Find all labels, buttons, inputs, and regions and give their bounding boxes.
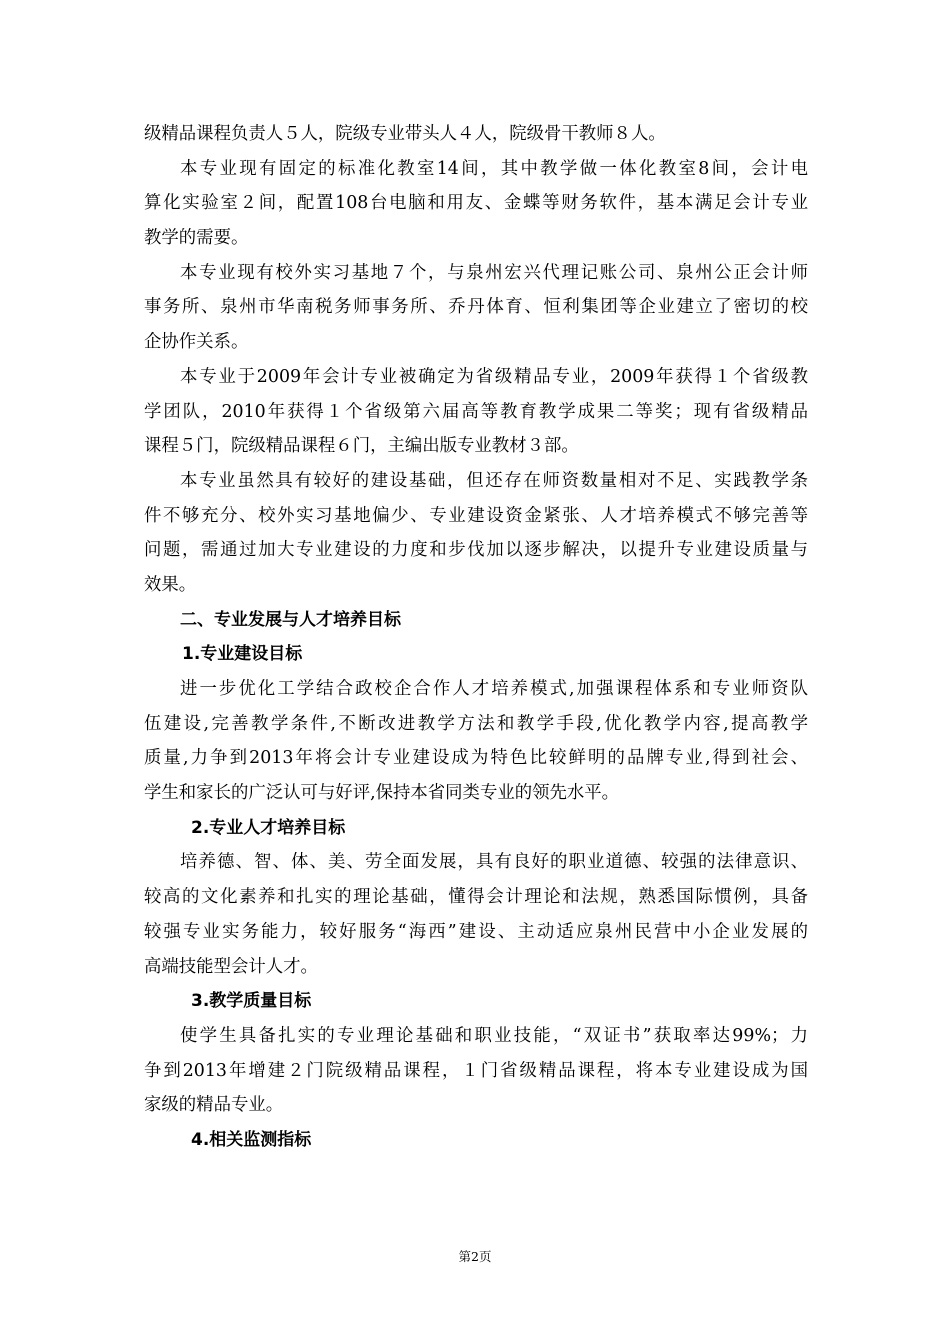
paragraph-line: 教学的需要。 bbox=[144, 228, 249, 249]
paragraph-line: 本专业虽然具有较好的建设基础，但还存在师资数量相对不足、实践教学条 bbox=[180, 470, 808, 491]
paragraph-line: 本专业于2009年会计专业被确定为省级精品专业，2009年获得１个省级教 bbox=[180, 366, 808, 387]
paragraph-line: 课程５门，院级精品课程６门，主编出版专业教材３部。 bbox=[144, 436, 579, 457]
subsection-heading: 2.专业人才培养目标 bbox=[191, 817, 346, 838]
paragraph-line: 进一步优化工学结合政校企合作人才培养模式,加强课程体系和专业师资队 bbox=[180, 679, 808, 699]
paragraph-line: 学团队，2010年获得１个省级第六届高等教育教学成果二等奖；现有省级精品 bbox=[144, 401, 808, 422]
subsection-heading: 1.专业建设目标 bbox=[182, 644, 303, 665]
subsection-heading: 3.教学质量目标 bbox=[191, 991, 312, 1012]
paragraph-line: 争到2013年增建２门院级精品课程，１门省级精品课程，将本专业建设成为国 bbox=[144, 1060, 808, 1081]
paragraph-line: 事务所、泉州市华南税务师事务所、乔丹体育、恒利集团等企业建立了密切的校 bbox=[144, 297, 808, 318]
paragraph-line: 效果。 bbox=[144, 574, 197, 595]
paragraph-line: 级精品课程负责人５人，院级专业带头人４人，院级骨干教师８人。 bbox=[144, 124, 666, 144]
paragraph-line: 本专业现有校外实习基地７个，与泉州宏兴代理记账公司、泉州公正会计师 bbox=[180, 262, 808, 283]
paragraph-line: 伍建设,完善教学条件,不断改进教学方法和教学手段,优化教学内容,提高教学 bbox=[144, 713, 808, 734]
paragraph-line: 使学生具备扎实的专业理论基础和职业技能，“双证书”获取率达99%；力 bbox=[180, 1025, 808, 1046]
paragraph-line: 较强专业实务能力，较好服务“海西”建设、主动适应泉州民营中小企业发展的 bbox=[144, 921, 808, 942]
page-number: 第2页 bbox=[458, 1249, 492, 1264]
paragraph-line: 较高的文化素养和扎实的理论基础，懂得会计理论和法规，熟悉国际惯例，具备 bbox=[144, 887, 808, 908]
paragraph-line: 问题，需通过加大专业建设的力度和步伐加以逐步解决，以提升专业建设质量与 bbox=[144, 540, 808, 561]
paragraph-line: 算化实验室２间，配置108台电脑和用友、金蝶等财务软件，基本满足会计专业 bbox=[144, 193, 808, 214]
paragraph-line: 企协作关系。 bbox=[144, 332, 249, 353]
paragraph-line: 件不够充分、校外实习基地偏少、专业建设资金紧张、人才培养模式不够完善等 bbox=[144, 505, 808, 526]
paragraph-line: 学生和家长的广泛认可与好评,保持本省同类专业的领先水平。 bbox=[144, 783, 620, 804]
paragraph-line: 培养德、智、体、美、劳全面发展，具有良好的职业道德、较强的法律意识、 bbox=[180, 852, 808, 873]
subsection-heading: 4.相关监测指标 bbox=[191, 1129, 312, 1150]
document-body bbox=[144, 117, 808, 1158]
paragraph-line: 家级的精品专业。 bbox=[144, 1095, 284, 1116]
paragraph-line: 高端技能型会计人才。 bbox=[144, 956, 318, 977]
section-heading: 二、专业发展与人才培养目标 bbox=[180, 609, 401, 630]
paragraph-line: 质量,力争到2013年将会计专业建设成为特色比较鲜明的品牌专业,得到社会、 bbox=[144, 748, 808, 769]
paragraph-line: 本专业现有固定的标准化教室14间，其中教学做一体化教室8间，会计电 bbox=[180, 158, 808, 179]
